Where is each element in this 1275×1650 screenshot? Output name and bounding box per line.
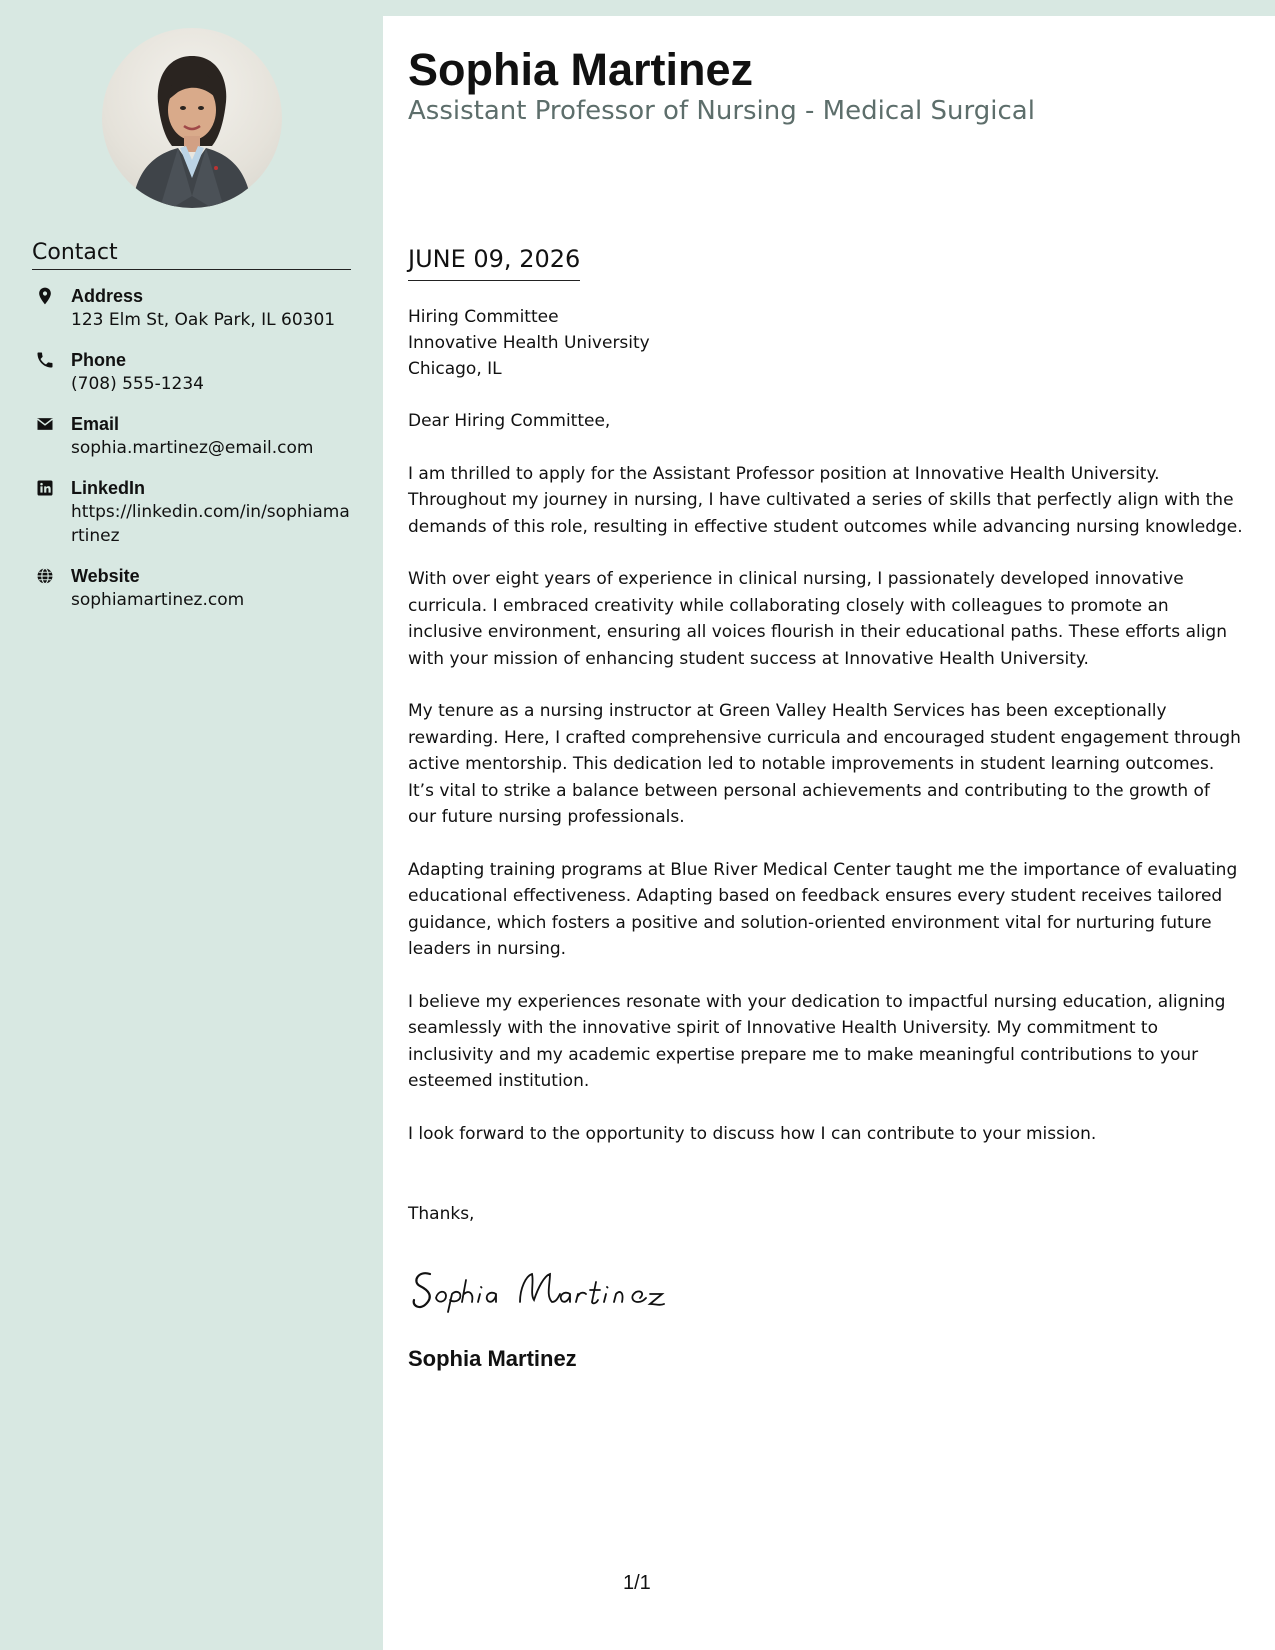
contact-label: LinkedIn <box>71 478 146 498</box>
linkedin-value[interactable]: https://linkedin.com/in/sophiamartinez <box>71 502 350 546</box>
contact-item-address <box>32 284 352 332</box>
contact-label: Address <box>71 286 144 306</box>
contact-label: Email <box>71 414 120 434</box>
contact-label: Website <box>71 566 140 586</box>
applicant-name: Sophia Martinez <box>408 44 754 95</box>
signed-name: Sophia Martinez <box>408 1346 577 1371</box>
paragraph: With over eight years of experience in clinical nursing, I passionately developed innovative curricula. I embraced creativity while collaborating closely with colleagues to promote an inclusive environment, ensuring all voices flourish in their educational paths. These efforts align with your mission of enhancing student success at Innovative Health University. <box>408 569 1227 669</box>
page-number: 1/1 <box>623 1572 651 1594</box>
job-title: Assistant Professor of Nursing - Medical Surgical <box>408 96 1035 126</box>
sidebar <box>0 0 383 1650</box>
profile-photo <box>102 28 282 208</box>
recipient-line: Hiring Committee <box>408 307 559 327</box>
letter-body <box>408 304 1243 1228</box>
envelope-icon <box>35 414 55 434</box>
paragraph: I believe my experiences resonate with your dedication to impactful nursing education, aligning seamlessly with the innovative spirit of Innovative Health University. My commitment to inclusivity and my academic expertise prepare me to make meaningful contributions to your esteemed institution. <box>408 991 1226 1091</box>
contact-list <box>32 284 352 628</box>
website-value[interactable]: sophiamartinez.com <box>71 590 245 610</box>
profile-photo-illustration <box>102 28 282 208</box>
contact-item-email <box>32 412 352 460</box>
contact-item-website <box>32 564 352 612</box>
contact-label: Phone <box>71 350 127 370</box>
globe-icon <box>35 566 55 586</box>
recipient-line: Innovative Health University <box>408 333 650 353</box>
phone-value: (708) 555-1234 <box>71 374 204 394</box>
recipient-line: Chicago, IL <box>408 359 502 379</box>
letter-date: JUNE 09, 2026 <box>408 244 580 281</box>
phone-icon <box>35 350 55 370</box>
paragraph: My tenure as a nursing instructor at Green Valley Health Services has been exceptionally rewarding. Here, I crafted comprehensive curricula and encouraged student engagement through active mentorship. This dedication led to notable improvements in student learning outcomes. It’s vital to strike a balance between personal achievements and contributing to the growth of our future nursing professionals. <box>408 701 1241 827</box>
contact-heading: Contact <box>32 240 351 270</box>
recipient-block <box>408 304 1243 382</box>
map-pin-icon <box>35 286 55 306</box>
email-value[interactable]: sophia.martinez@email.com <box>71 438 314 458</box>
contact-item-linkedin <box>32 476 352 548</box>
paragraph: I look forward to the opportunity to discuss how I can contribute to your mission. <box>408 1123 1097 1144</box>
handwritten-signature <box>408 1260 688 1316</box>
salutation: Dear Hiring Committee, <box>408 411 611 431</box>
linkedin-icon <box>35 478 55 498</box>
address-value: 123 Elm St, Oak Park, IL 60301 <box>71 310 336 330</box>
paragraph: I am thrilled to apply for the Assistant Professor position at Innovative Health University. Throughout my journey in nursing, I have cultivated a series of skills that perfectly align with the demands of this role, resulting in effective student outcomes while advancing nursing knowledge. <box>408 463 1243 537</box>
closing: Thanks, <box>408 1204 475 1224</box>
letter-panel <box>383 16 1275 1650</box>
contact-item-phone <box>32 348 352 396</box>
paragraph: Adapting training programs at Blue River Medical Center taught me the importance of evaluating educational effectiveness. Adapting based on feedback ensures every student receives tailored guidance, which fosters a positive and solution-oriented environment vital for nurturing future leaders in nursing. <box>408 859 1238 959</box>
